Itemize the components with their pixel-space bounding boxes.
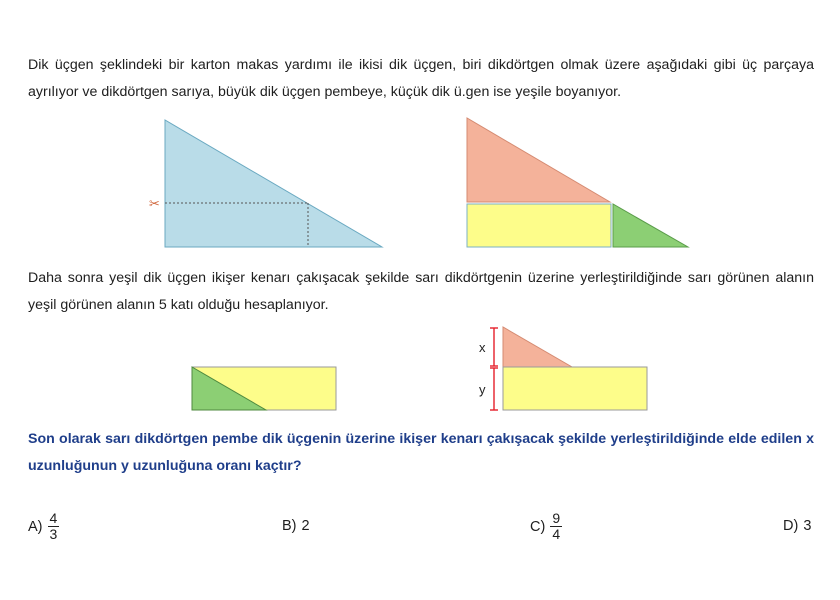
cut-pieces-figure	[467, 118, 688, 247]
option-a-fraction	[48, 511, 60, 542]
pink-triangle-top	[503, 327, 572, 367]
option-a-numerator: 4	[49, 510, 58, 526]
x-label: x	[479, 340, 486, 355]
option-b-label: B)	[282, 518, 297, 534]
yellow-rectangle	[467, 204, 611, 247]
option-c-denominator: 4	[552, 526, 561, 542]
option-d-value: 3	[803, 518, 812, 534]
y-label: y	[479, 382, 486, 397]
option-a[interactable]	[28, 511, 59, 542]
option-d[interactable]	[783, 518, 811, 534]
option-c-label: C)	[530, 518, 546, 535]
option-b[interactable]	[282, 518, 310, 534]
option-c-fraction	[550, 511, 562, 542]
option-b-value: 2	[301, 518, 310, 534]
option-d-label: D)	[783, 518, 799, 534]
original-triangle-figure	[149, 120, 382, 247]
option-c[interactable]	[530, 511, 562, 542]
green-on-yellow-figure	[192, 367, 336, 410]
middle-paragraph: Daha sonra yeşil dik üçgen ikişer kenarı çakışacak şekilde sarı dikdörtgenin üzerine yerleştirildiğinde sarı görünen alanın yeşil görünen alanın 5 katı olduğu hesaplanıyor.	[28, 270, 814, 313]
yellow-rectangle-bottom	[503, 367, 647, 410]
question-text: Son olarak sarı dikdörtgen pembe dik üçgenin üzerine ikişer kenarı çakışacak şekilde yerleştirildiğinde elde edilen x uzunluğunun y uzunluğuna oranı kaçtır?	[28, 431, 814, 474]
option-a-denominator: 3	[49, 526, 58, 542]
scissors-icon: ✂	[149, 197, 160, 212]
blue-triangle	[165, 120, 382, 247]
green-small-triangle	[613, 204, 688, 247]
yellow-on-pink-figure	[479, 327, 647, 410]
pink-large-triangle	[467, 118, 610, 202]
option-a-label: A)	[28, 518, 43, 535]
option-c-numerator: 9	[552, 510, 561, 526]
intro-paragraph: Dik üçgen şeklindeki bir karton makas yardımı ile ikisi dik üçgen, biri dikdörtgen olmak üzere aşağıdaki gibi üç parçaya ayrılıyor ve dikdörtgen sarıya, büyük dik üçgen pembeye, küçük dik ü.gen ise yeşile boyanıyor.	[28, 57, 814, 100]
